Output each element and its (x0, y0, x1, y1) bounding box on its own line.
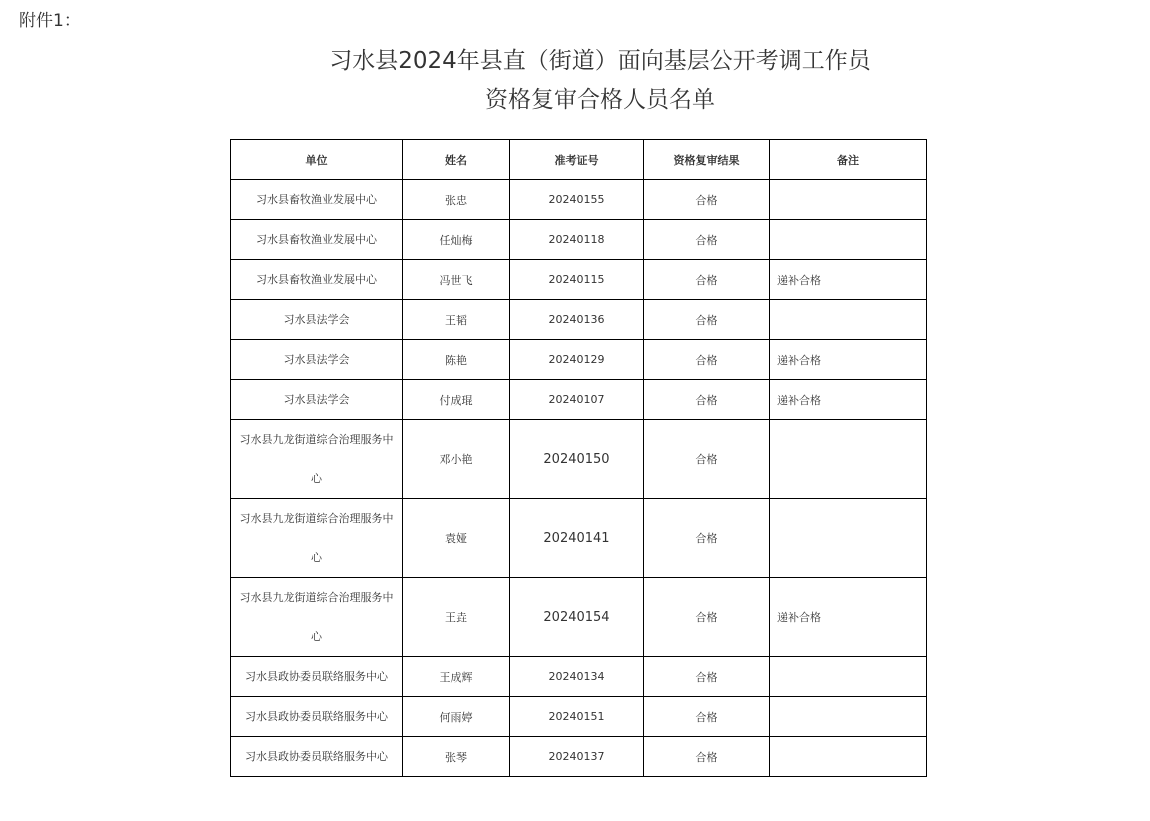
cell-exam-id: 20240115 (510, 260, 644, 300)
cell-unit: 习水县九龙街道综合治理服务中心 (231, 578, 403, 657)
cell-name: 何雨婷 (403, 697, 510, 737)
table-row (231, 180, 927, 220)
cell-remark: 递补合格 (770, 340, 927, 380)
cell-exam-id: 20240150 (510, 420, 644, 499)
cell-result: 合格 (644, 300, 770, 340)
header-exam-id: 准考证号 (510, 140, 644, 180)
table-row (231, 737, 927, 777)
header-unit: 单位 (231, 140, 403, 180)
cell-exam-id: 20240136 (510, 300, 644, 340)
cell-remark: 递补合格 (770, 578, 927, 657)
table-row (231, 697, 927, 737)
cell-name: 王韬 (403, 300, 510, 340)
cell-result: 合格 (644, 657, 770, 697)
cell-exam-id: 20240129 (510, 340, 644, 380)
cell-result: 合格 (644, 380, 770, 420)
cell-unit: 习水县法学会 (231, 340, 403, 380)
table-row (231, 657, 927, 697)
cell-name: 张忠 (403, 180, 510, 220)
cell-remark (770, 220, 927, 260)
cell-result: 合格 (644, 260, 770, 300)
cell-unit: 习水县九龙街道综合治理服务中心 (231, 420, 403, 499)
cell-result: 合格 (644, 340, 770, 380)
table-row (231, 420, 927, 499)
header-remark: 备注 (770, 140, 927, 180)
cell-name: 陈艳 (403, 340, 510, 380)
page-title: 习水县2024年县直（街道）面向基层公开考调工作员 (329, 48, 871, 74)
cell-exam-id: 20240118 (510, 220, 644, 260)
cell-exam-id: 20240141 (510, 499, 644, 578)
header-review-result: 资格复审结果 (644, 140, 770, 180)
cell-remark (770, 657, 927, 697)
cell-exam-id: 20240155 (510, 180, 644, 220)
table-row (231, 300, 927, 340)
cell-remark (770, 180, 927, 220)
cell-unit: 习水县法学会 (231, 380, 403, 420)
table-header-row (231, 140, 927, 180)
cell-result: 合格 (644, 420, 770, 499)
cell-exam-id: 20240154 (510, 578, 644, 657)
cell-remark (770, 697, 927, 737)
cell-remark (770, 499, 927, 578)
cell-remark: 递补合格 (770, 380, 927, 420)
cell-result: 合格 (644, 180, 770, 220)
table-row (231, 578, 927, 657)
cell-result: 合格 (644, 578, 770, 657)
cell-result: 合格 (644, 499, 770, 578)
cell-unit: 习水县畜牧渔业发展中心 (231, 260, 403, 300)
cell-unit: 习水县畜牧渔业发展中心 (231, 220, 403, 260)
cell-exam-id: 20240107 (510, 380, 644, 420)
cell-name: 王成辉 (403, 657, 510, 697)
qualified-personnel-table (230, 139, 927, 777)
table-row (231, 340, 927, 380)
cell-result: 合格 (644, 737, 770, 777)
attachment-label: 附件1： (19, 11, 81, 31)
cell-result: 合格 (644, 220, 770, 260)
table-row (231, 499, 927, 578)
cell-remark: 递补合格 (770, 260, 927, 300)
cell-exam-id: 20240134 (510, 657, 644, 697)
cell-remark (770, 300, 927, 340)
cell-name: 邓小艳 (403, 420, 510, 499)
cell-remark (770, 737, 927, 777)
cell-name: 张琴 (403, 737, 510, 777)
cell-exam-id: 20240151 (510, 697, 644, 737)
cell-unit: 习水县法学会 (231, 300, 403, 340)
cell-name: 王垚 (403, 578, 510, 657)
cell-unit: 习水县政协委员联络服务中心 (231, 697, 403, 737)
cell-name: 付成琨 (403, 380, 510, 420)
cell-remark (770, 420, 927, 499)
cell-name: 冯世飞 (403, 260, 510, 300)
cell-name: 袁娅 (403, 499, 510, 578)
page-subtitle: 资格复审合格人员名单 (485, 87, 715, 113)
cell-unit: 习水县政协委员联络服务中心 (231, 657, 403, 697)
header-name: 姓名 (403, 140, 510, 180)
cell-unit: 习水县九龙街道综合治理服务中心 (231, 499, 403, 578)
cell-exam-id: 20240137 (510, 737, 644, 777)
table-row (231, 380, 927, 420)
table-row (231, 220, 927, 260)
cell-name: 任灿梅 (403, 220, 510, 260)
cell-result: 合格 (644, 697, 770, 737)
cell-unit: 习水县畜牧渔业发展中心 (231, 180, 403, 220)
cell-unit: 习水县政协委员联络服务中心 (231, 737, 403, 777)
table-row (231, 260, 927, 300)
